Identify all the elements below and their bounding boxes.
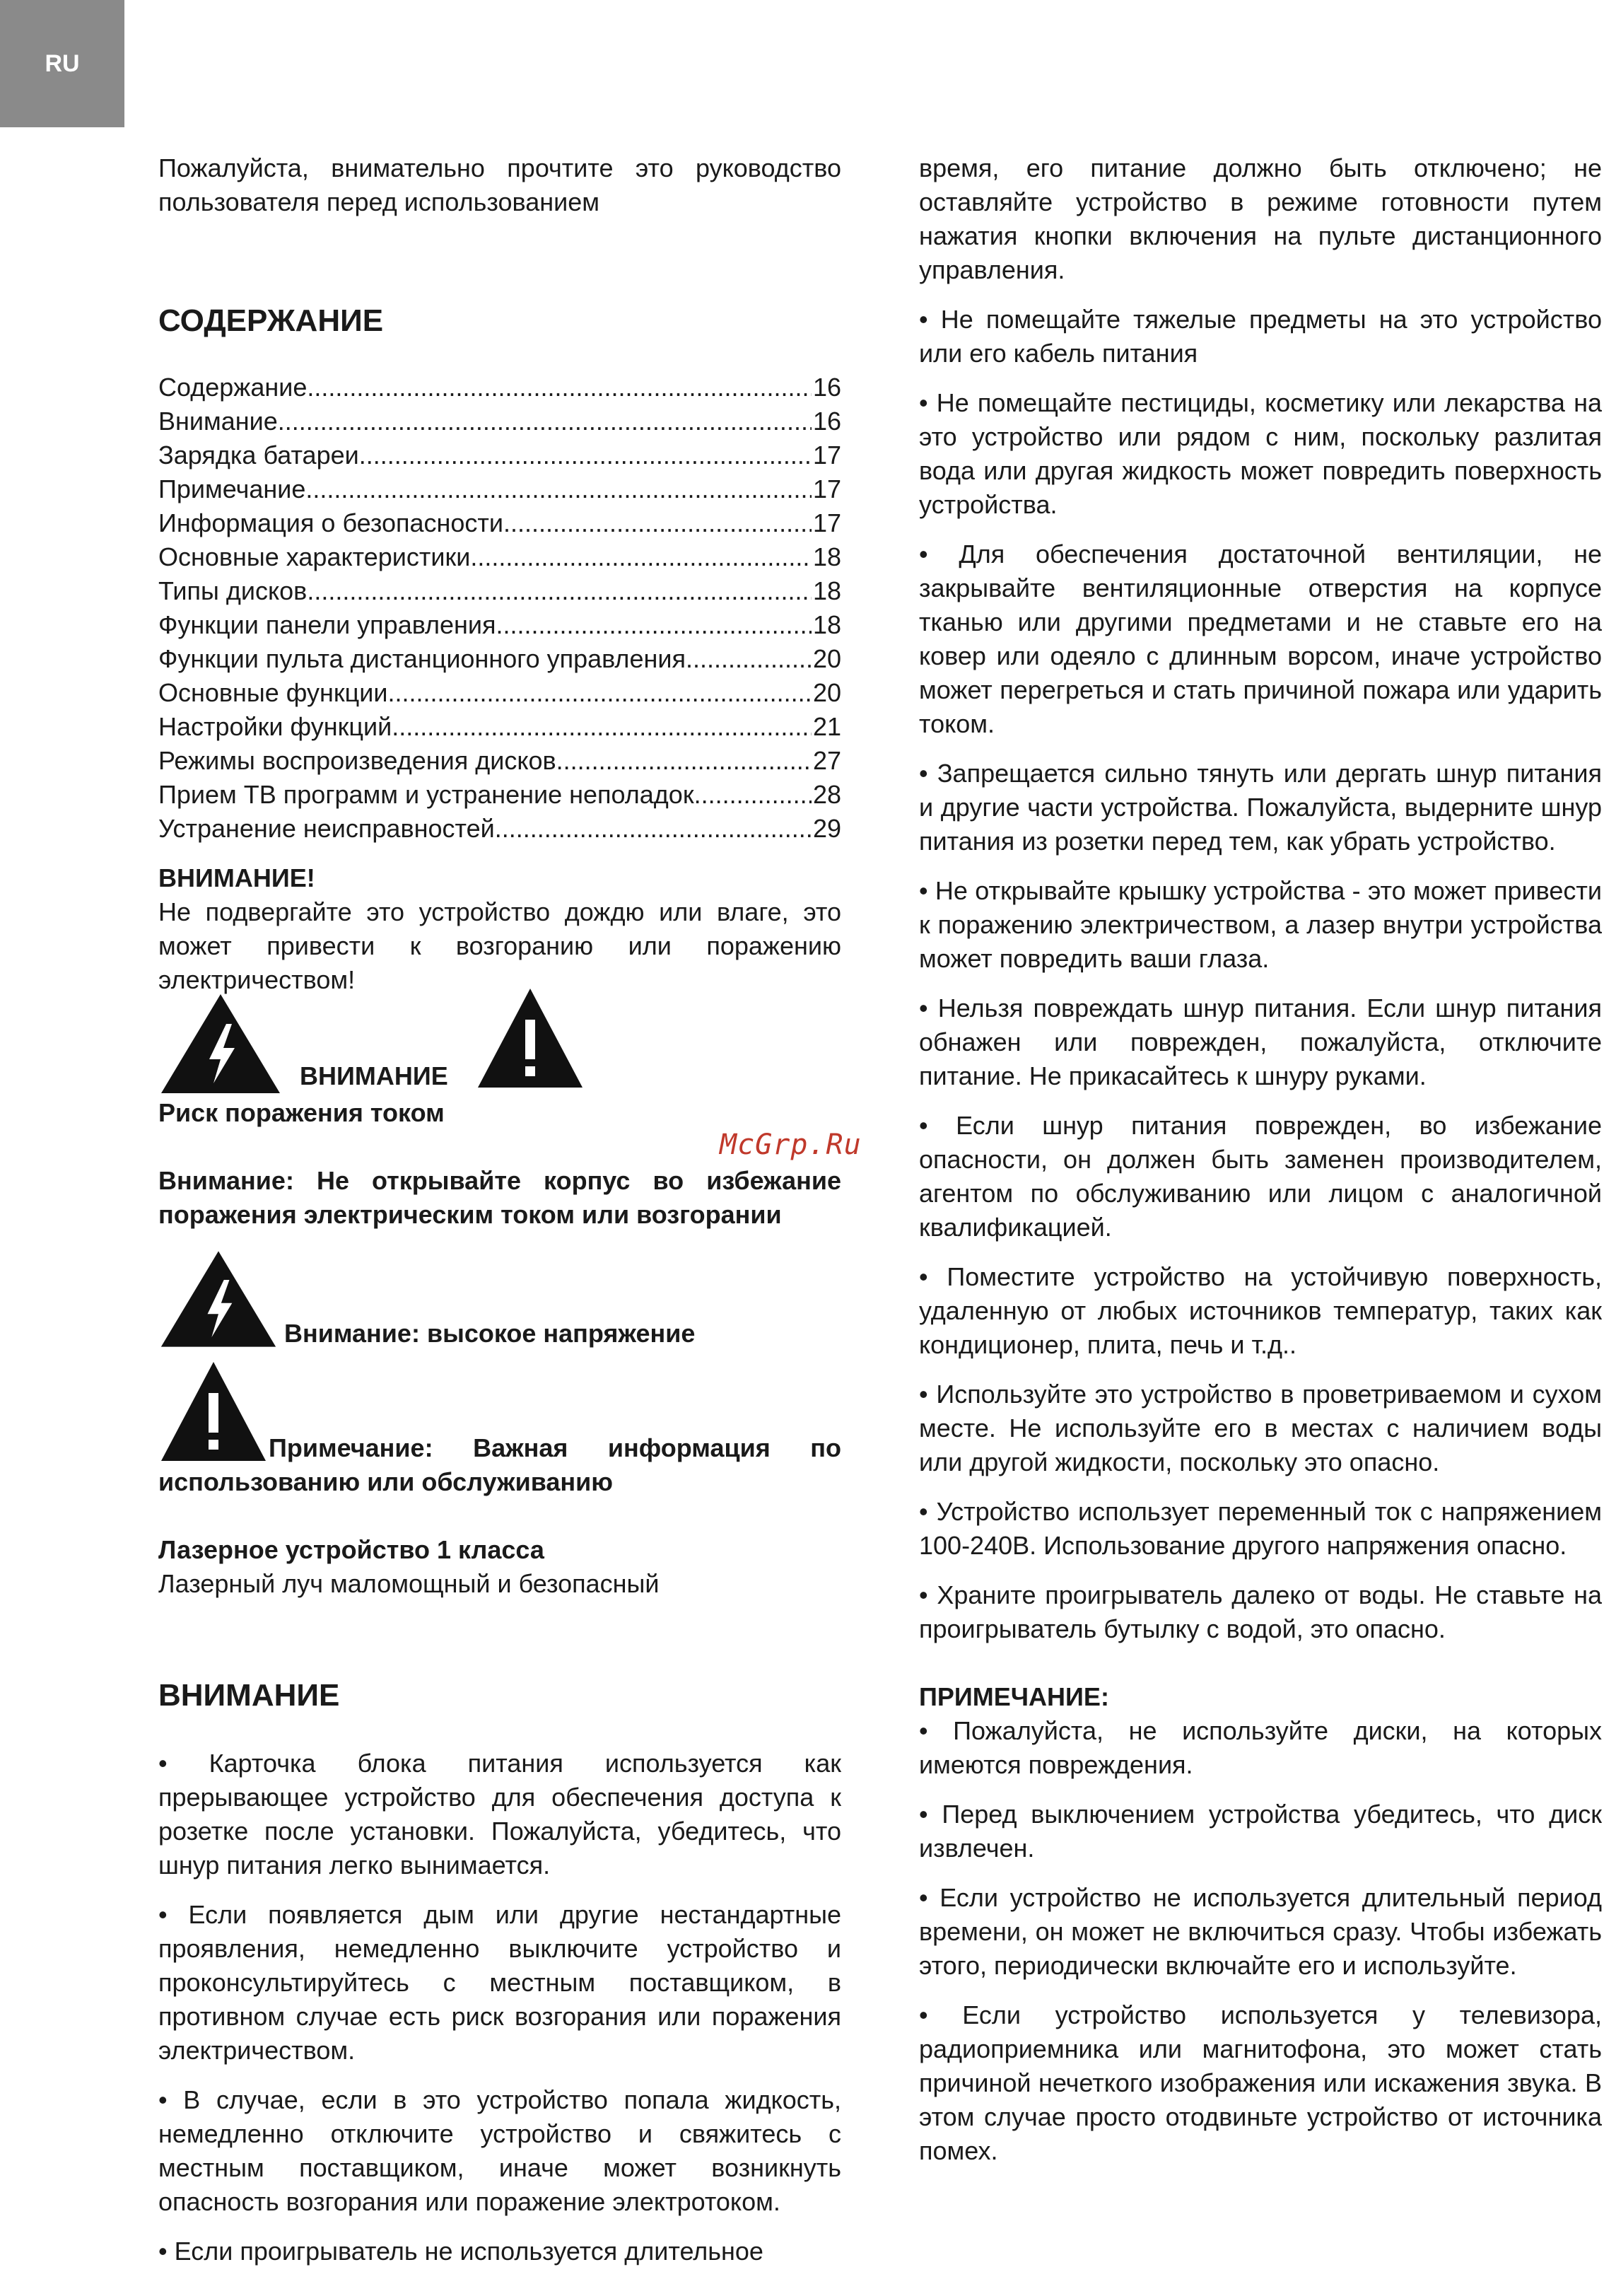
note-item: • Если устройство не используется длительный период времени, он может не включиться сразу. Чтобы избежать этого, периодически включайте его и используйте. (919, 1883, 1602, 1980)
note-item: • Если устройство используется у телевизора, радиоприемника или магнитофона, это может стать причиной нечеткого изображения или искажения звука. В этом случае просто отодвиньте устройство от источника помех. (919, 2000, 1602, 2165)
toc-leader (388, 676, 812, 710)
laser-text: Лазерный луч маломощный и безопасный (158, 1569, 660, 1598)
language-tab: RU (0, 0, 124, 127)
note-item: • Перед выключением устройства убедитесь, что диск извлечен. (919, 1800, 1602, 1863)
warning-item: • Не открывайте крышку устройства - это может привести к поражению электричеством, а лазер внутри устройства может повредить ваши глаза. (919, 876, 1602, 973)
toc-item-label: Типы дисков (158, 576, 308, 605)
toc-item-label: Настройки функций (158, 712, 392, 741)
toc-leader (496, 608, 812, 642)
toc-item-page: 16 (812, 373, 841, 402)
toc-item-label: Функции панели управления (158, 610, 496, 639)
warning-item: • Устройство использует переменный ток с напряжением 100-240В. Использование другого напряжения опасно. (919, 1497, 1602, 1560)
right-column (919, 151, 1602, 2184)
warning-symbols-row (158, 1017, 841, 1096)
warning-item: • Если шнур питания поврежден, во избежание опасности, он должен быть заменен производителем, агентом по обслуживанию или лицом с аналогичной квалификацией. (919, 1111, 1602, 1242)
toc-item-page: 17 (812, 441, 841, 470)
exclamation-triangle-icon (475, 986, 585, 1090)
warning-item: • Храните проигрыватель далеко от воды. Не ставьте на проигрыватель бутылку с водой, это опасно. (919, 1580, 1602, 1643)
toc-item-label: Устранение неисправностей (158, 814, 495, 843)
toc-item-page: 20 (812, 644, 841, 673)
warning-item: • Нельзя повреждать шнур питания. Если шнур питания обнажен или поврежден, пожалуйста, отключите питание. Не прикасайтесь к шнуру руками. (919, 993, 1602, 1090)
note-important-caption: Примечание: Важная информация по использованию или обслуживанию (158, 1433, 841, 1496)
toc-item (158, 472, 841, 506)
high-voltage-row (158, 1246, 841, 1359)
table-of-contents (158, 371, 841, 846)
warning-item: время, его питание должно быть отключено; не оставляйте устройство в режиме готовности путем нажатия кнопки включения на пульте дистанционного управления. (919, 153, 1602, 284)
toc-item-page: 18 (812, 542, 841, 571)
toc-item (158, 608, 841, 642)
toc-item-page: 20 (812, 678, 841, 707)
toc-item-page: 21 (812, 712, 841, 741)
warning-item: • Не помещайте тяжелые предметы на это устройство или его кабель питания (919, 305, 1602, 368)
toc-item-label: Основные функции (158, 678, 388, 707)
toc-item (158, 371, 841, 404)
laser-title: Лазерное устройство 1 класса (158, 1535, 544, 1564)
toc-leader (392, 710, 812, 744)
warning2-left-list (158, 1747, 841, 2268)
warning-item: • Поместите устройство на устойчивую поверхность, удаленную от любых источников температур, таких как кондиционер, плита, печь и т.д.. (919, 1262, 1602, 1359)
toc-leader (307, 574, 812, 608)
lightning-triangle-icon (158, 991, 283, 1096)
toc-item-page: 17 (812, 474, 841, 503)
warning2-title: ВНИМАНИЕ (158, 1678, 340, 1713)
toc-item (158, 540, 841, 574)
intro-text: Пожалуйста, внимательно прочтите это руководство пользователя перед использованием (158, 153, 841, 216)
warning-item: • Если проигрыватель не используется длительное (158, 2237, 763, 2266)
toc-item-page: 29 (812, 814, 841, 843)
toc-leader (694, 778, 812, 812)
toc-leader (503, 506, 812, 540)
toc-item (158, 506, 841, 540)
toc-item-label: Основные характеристики (158, 542, 471, 571)
warning-text: Не подвергайте это устройство дождю или влаге, это может привести к возгоранию или поражению электричеством! (158, 897, 841, 994)
exclamation-triangle-icon (158, 1359, 269, 1464)
toc-item (158, 574, 841, 608)
toc-item (158, 744, 841, 778)
do-not-open-warning: Внимание: Не открывайте корпус во избежание поражения электрическим током или возгорании (158, 1166, 841, 1229)
symbols-caption: ВНИМАНИЕ (300, 1061, 448, 1090)
toc-leader (686, 642, 812, 676)
toc-item-page: 28 (812, 780, 841, 809)
toc-item-page: 16 (812, 407, 841, 436)
toc-item (158, 642, 841, 676)
note-symbol-row (158, 1359, 841, 1465)
toc-leader (305, 472, 812, 506)
note-list (919, 1714, 1602, 2168)
toc-item-label: Содержание (158, 373, 308, 402)
watermark: McGrp.Ru (720, 1129, 862, 1161)
warning2-right-list (919, 151, 1602, 1646)
shock-risk-caption: Риск поражения током (158, 1098, 445, 1127)
warning-item: • Если появляется дым или другие нестандартные проявления, немедленно выключите устройство и проконсультируйтесь с местным поставщиком, в противном случае есть риск возгорания или поражения электричеством. (158, 1900, 841, 2065)
toc-item (158, 778, 841, 812)
toc-item (158, 438, 841, 472)
left-column (158, 151, 841, 2284)
toc-item-label: Информация о безопасности (158, 508, 504, 537)
warning-item: • Запрещается сильно тянуть или дергать шнур питания и другие части устройства. Пожалуйста, выдерните шнур питания из розетки перед тем, как убрать устройство. (919, 759, 1602, 856)
toc-item-page: 27 (812, 746, 841, 775)
toc-item-label: Прием ТВ программ и устранение неполадок (158, 780, 694, 809)
toc-leader (359, 438, 812, 472)
toc-item-label: Внимание (158, 407, 278, 436)
toc-item-label: Зарядка батареи (158, 441, 359, 470)
warning-item: • Не помещайте пестициды, косметику или лекарства на это устройство или рядом с ним, поскольку разлитая вода или другая жидкость может повредить поверхность устройства. (919, 388, 1602, 519)
toc-leader (307, 371, 812, 404)
toc-title: СОДЕРЖАНИЕ (158, 303, 384, 338)
warning-item: • Для обеспечения достаточной вентиляции, не закрывайте вентиляционные отверстия на корпусе тканью или другими предметами и не ставьте его на ковер или одеяло с длинным ворсом, иначе устройство может перегреться и стать причиной пожара или ударить током. (919, 540, 1602, 738)
warning-title: ВНИМАНИЕ! (158, 863, 315, 892)
high-voltage-caption: Внимание: высокое напряжение (284, 1319, 696, 1348)
warning-item: • В случае, если в это устройство попала жидкость, немедленно отключите устройство и свяжитесь с местным поставщиком, иначе может возникнуть опасность возгорания или поражение электротоком. (158, 2085, 841, 2216)
note-item: • Пожалуйста, не используйте диски, на которых имеются повреждения. (919, 1716, 1602, 1779)
toc-leader (278, 404, 812, 438)
toc-item-page: 18 (812, 576, 841, 605)
toc-item (158, 710, 841, 744)
toc-item (158, 404, 841, 438)
toc-item-label: Режимы воспроизведения дисков (158, 746, 556, 775)
lightning-triangle-icon (158, 1246, 279, 1352)
toc-item (158, 812, 841, 846)
toc-item-page: 17 (812, 508, 841, 537)
toc-item-label: Функции пульта дистанционного управления (158, 644, 686, 673)
warning-item: • Карточка блока питания используется как прерывающее устройство для обеспечения доступа к розетке после установки. Пожалуйста, убедитесь, что шнур питания легко вынимается. (158, 1749, 841, 1880)
toc-item-label: Примечание (158, 474, 306, 503)
toc-leader (495, 812, 812, 846)
toc-leader (556, 744, 812, 778)
note-title: ПРИМЕЧАНИЕ: (919, 1682, 1109, 1711)
toc-leader (470, 540, 812, 574)
toc-item-page: 18 (812, 610, 841, 639)
toc-item (158, 676, 841, 710)
warning-item: • Используйте это устройство в проветриваемом и сухом месте. Не используйте его в местах с наличием воды или другой жидкости, поскольку это опасно. (919, 1380, 1602, 1476)
